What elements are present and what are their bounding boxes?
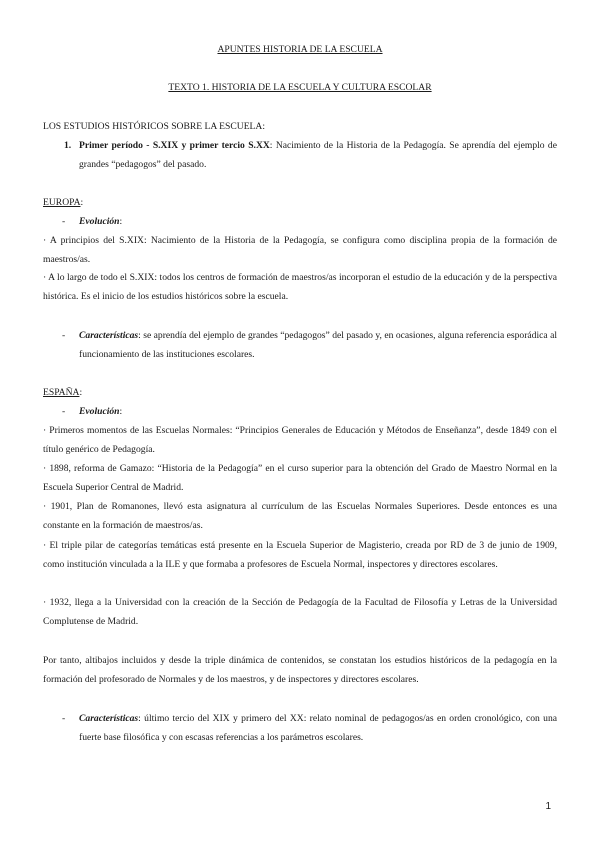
subtitle-text: TEXTO 1. HISTORIA DE LA ESCUELA Y CULTURA ESCOLAR: [168, 82, 432, 93]
item-number: 1.: [64, 140, 72, 151]
document-subtitle: [0, 79, 600, 98]
espana-paragraph-4: · El triple pilar de categorías temáticas está presente en la Escuela Superior de Magisterio, creada por RD de 3 de junio de 1909, como institución vinculada a la ILE y que formaba a profesores de Escuela Normal, inspectores y directores escolares.: [43, 540, 557, 570]
bullet-dash: -: [62, 216, 66, 227]
europa-evolucion-bold: Evolución: [79, 216, 120, 227]
espana-caract-text: : último tercio del XIX y primero del XX: relato nominal de pedagogos/as en orden cronológico, con una fuerte base filosófica y con escasas referencias a los parámetros escolares.: [79, 713, 557, 743]
bullet-dash: -: [62, 406, 66, 417]
espana-evolucion-colon: :: [119, 406, 123, 417]
bullet-dash: -: [62, 330, 66, 341]
espana-conclusion: Por tanto, altibajos incluidos y desde la triple dinámica de contenidos, se constatan los estudios históricos de la pedagogía en la formación del profesorado de Normales y de los maestros, y de inspectores y directores escolares.: [43, 655, 557, 685]
espana-paragraph-1: · Primeros momentos de las Escuelas Normales: “Principios Generales de Educación y Métodos de Enseñanza”, desde 1849 con el título genérico de Pedagogía.: [43, 425, 557, 455]
espana-evolucion-bold: Evolución: [79, 406, 120, 417]
europa-caract-bold: Características: [79, 330, 139, 341]
espana-paragraph-5: · 1932, llega a la Universidad con la creación de la Sección de Pedagogía de la Facultad de Filosofía y Letras de la Universidad Complutense de Madrid.: [43, 597, 557, 627]
espana-caract-bold: Características: [79, 713, 139, 724]
europa-evolucion-colon: :: [119, 216, 123, 227]
espana-paragraph-2: · 1898, reforma de Gamazo: “Historia de la Pedagogía” en el curso superior para la obtención del Grado de Maestro Normal en la Escuela Superior Central de Madrid.: [43, 463, 557, 493]
europa-caract-text: : se aprendía del ejemplo de grandes “pedagogos” del pasado y, en ocasiones, alguna referencia esporádica al funcionamiento de las instituciones escolares.: [79, 330, 557, 360]
espana-caracteristicas: [79, 710, 557, 747]
europa-heading: [43, 194, 557, 213]
title-text: APUNTES HISTORIA DE LA ESCUELA: [217, 44, 383, 55]
europa-caracteristicas: [79, 327, 557, 364]
europa-evolucion-label: [79, 213, 557, 232]
espana-colon: :: [79, 387, 83, 398]
europa-heading-text: EUROPA: [43, 197, 81, 208]
bullet-dash: -: [62, 713, 66, 724]
page-number: 1: [545, 801, 551, 812]
item1-bold: Primer período - S.XIX y primer tercio S.XX: [79, 140, 270, 151]
item1-text: : Nacimiento de la Historia de la Pedagogía. Se aprendía del ejemplo de grandes “pedagogos” del pasado.: [79, 140, 557, 170]
espana-paragraph-3: · 1901, Plan de Romanones, llevó esta asignatura al currículum de las Escuelas Normales Superiores. Desde entonces es una constante en la formación de maestros/as.: [43, 501, 557, 531]
espana-heading-text: ESPAÑA: [43, 387, 80, 398]
europa-paragraph-2: · A lo largo de todo el S.XIX: todos los centros de formación de maestros/as incorporan el estudio de la educación y de la perspectiva histórica. Es el inicio de los estudios históricos sobre la escuela.: [43, 272, 557, 302]
document-title: [0, 41, 600, 60]
europa-colon: :: [80, 197, 84, 208]
espana-heading: [43, 384, 557, 403]
espana-evolucion-label: [79, 403, 557, 422]
europa-paragraph-1: · A principios del S.XIX: Nacimiento de la Historia de la Pedagogía, se configura como disciplina propia de la formación de maestros/as.: [43, 235, 557, 265]
item1-paragraph: [79, 137, 557, 174]
section-heading: LOS ESTUDIOS HISTÓRICOS SOBRE LA ESCUELA:: [43, 121, 266, 132]
